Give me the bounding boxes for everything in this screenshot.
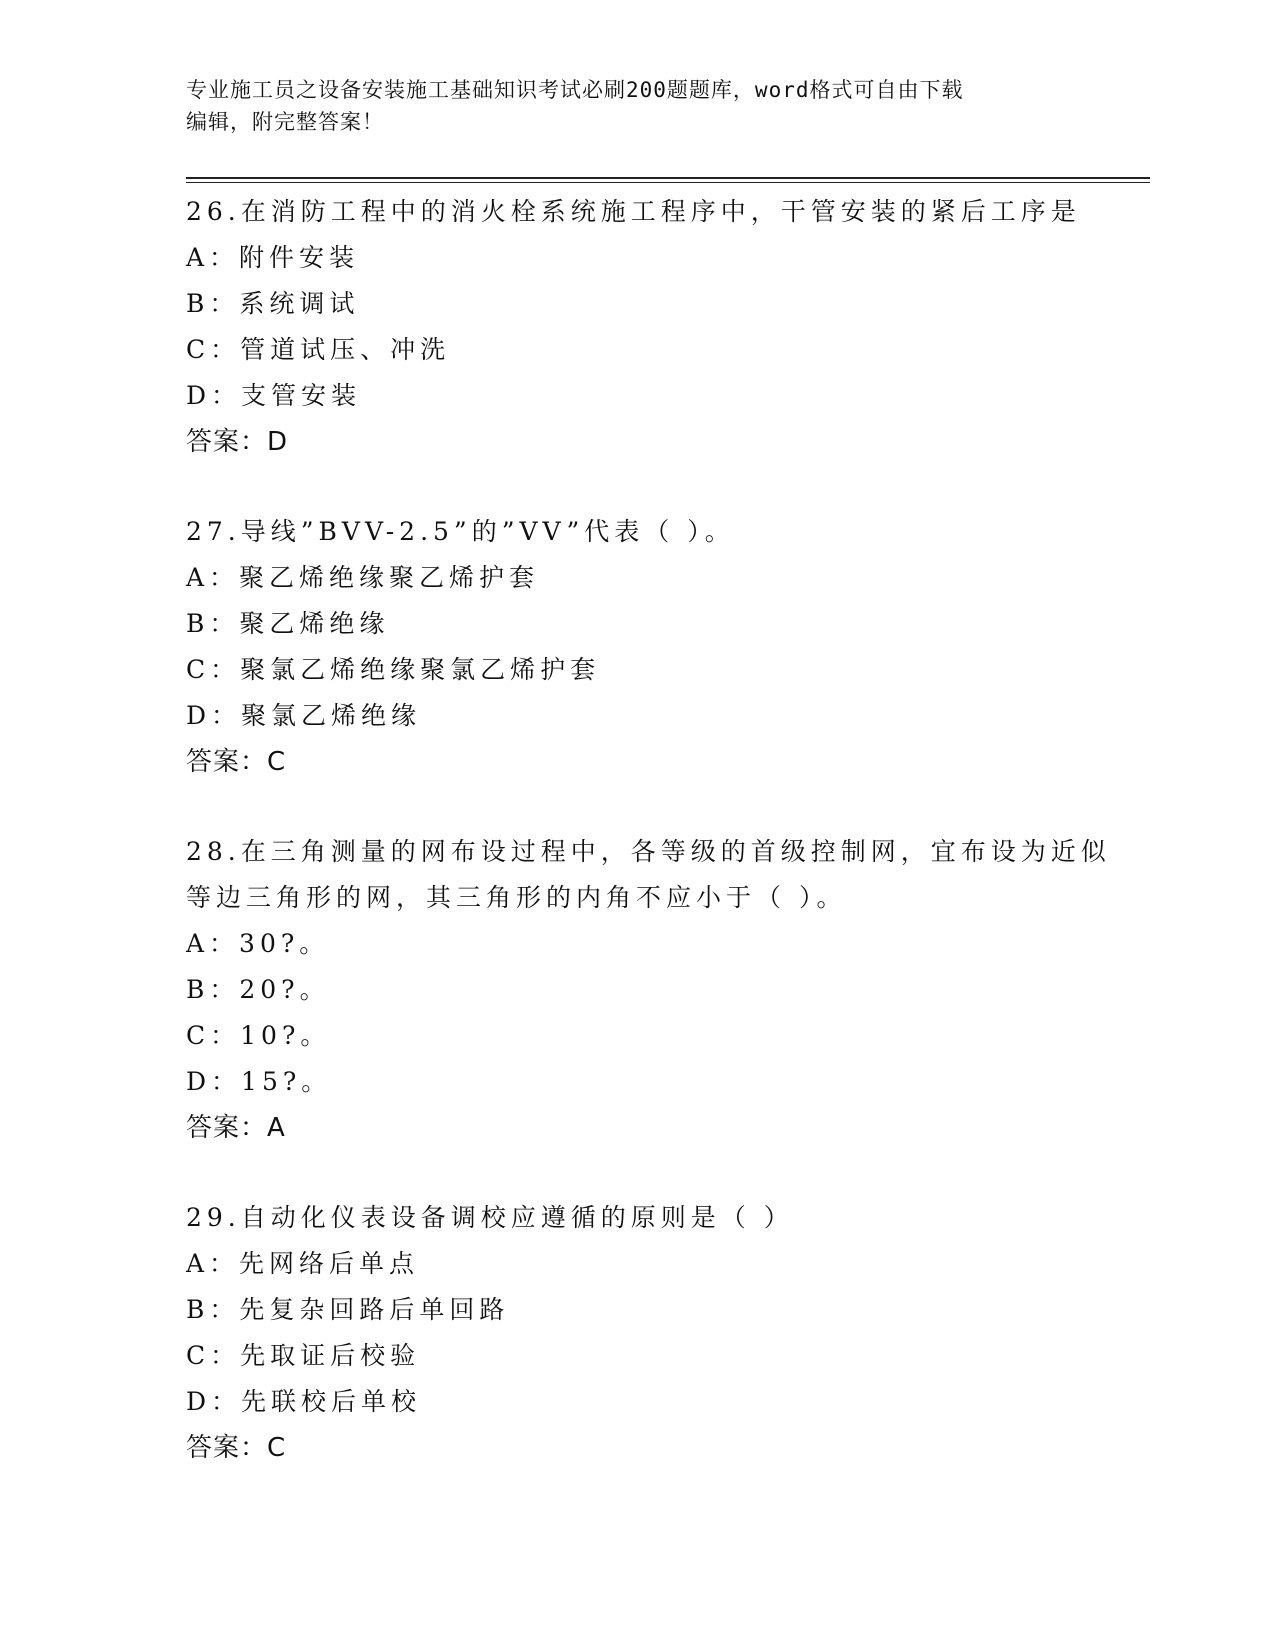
document-header (186, 74, 1066, 138)
option-a: A：30?。 (186, 929, 330, 958)
option-b: B：20?。 (186, 975, 330, 1004)
option-b: B：先复杂回路后单回路 (186, 1295, 510, 1324)
option-b: B：聚乙烯绝缘 (186, 609, 390, 638)
option-c: C：先取证后校验 (186, 1341, 421, 1370)
option-d: D：聚氯乙烯绝缘 (186, 701, 422, 730)
question-stem: 26.在消防工程中的消火栓系统施工程序中，干管安装的紧后工序是 (186, 197, 1081, 226)
option-d: D：支管安装 (186, 381, 362, 410)
header-line-2: 编辑，附完整答案！ (186, 110, 384, 134)
option-c: C：聚氯乙烯绝缘聚氯乙烯护套 (186, 655, 601, 684)
option-a: A：聚乙烯绝缘聚乙烯护套 (186, 563, 540, 592)
answer-label: 答案：D (186, 427, 289, 457)
question-stem: 29.自动化仪表设备调校应遵循的原则是（ ） (186, 1203, 794, 1232)
option-c: C：管道试压、冲洗 (186, 335, 451, 364)
question-stem: 28.在三角测量的网布设过程中，各等级的首级控制网，宜布设为近似 (186, 837, 1111, 866)
option-d: D：先联校后单校 (186, 1387, 422, 1416)
option-c: C：10?。 (186, 1021, 331, 1050)
option-d: D：15?。 (186, 1067, 332, 1096)
question-29 (186, 1195, 1086, 1471)
question-28 (186, 829, 1111, 1151)
question-stem-continued: 等边三角形的网，其三角形的内角不应小于（ ）。 (186, 883, 847, 912)
question-list (186, 189, 1111, 1515)
option-a: A：附件安装 (186, 243, 360, 272)
answer-label: 答案：A (186, 1113, 286, 1143)
question-27 (186, 509, 1086, 785)
header-line-1: 专业施工员之设备安装施工基础知识考试必刷200题题库，word格式可自由下载 (186, 78, 964, 102)
option-b: B：系统调试 (186, 289, 360, 318)
header-divider-thick (186, 177, 1150, 179)
question-26 (186, 189, 1086, 465)
option-a: A：先网络后单点 (186, 1249, 420, 1278)
question-stem: 27.导线”BVV-2.5”的”VV”代表（ ）。 (186, 517, 735, 546)
header-divider-thin (186, 182, 1150, 183)
answer-label: 答案：C (186, 747, 287, 777)
answer-label: 答案：C (186, 1433, 287, 1463)
